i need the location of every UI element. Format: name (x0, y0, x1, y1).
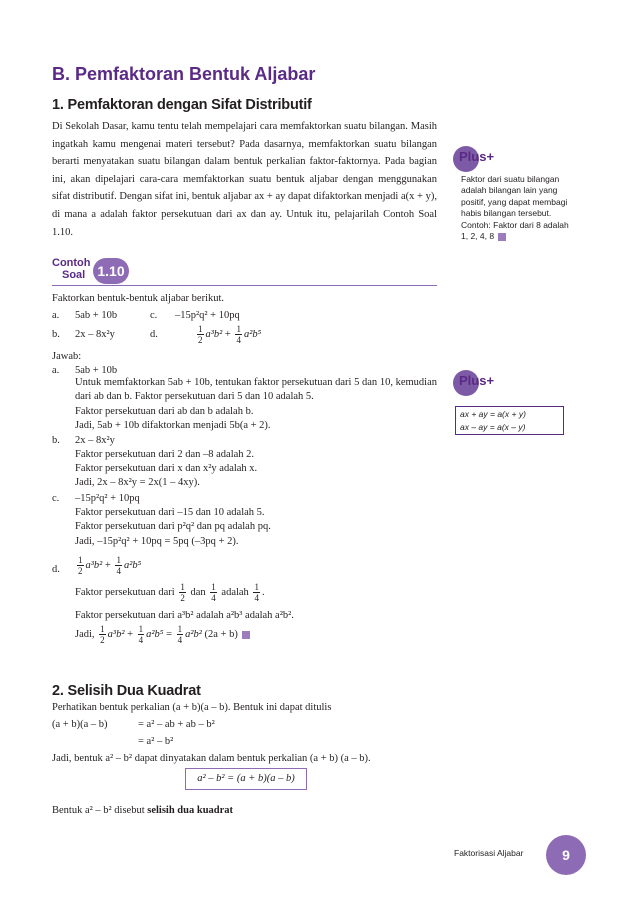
answer-a-line2: Faktor persekutuan dari ab dan b adalah b. (75, 406, 254, 417)
answer-c-line2: Faktor persekutuan dari p²q² dan pq adalah pq. (75, 521, 271, 532)
intro-paragraph: Di Sekolah Dasar, kamu tentu telah mempelajari cara memfaktorkan suatu bilangan. Masih ingatkah kamu mengenai materi tersebut? Pada dasarnya, memfaktorkan suatu bilangan berarti menyatakan suatu bilangan dalam bentuk perkalian faktor-faktornya. Pada bagian ini, akan dipelajari cara-cara memfaktorkan suatu bentuk aljabar dengan menggunakan sifat distributif. Dengan sifat ini, bentuk aljabar ax + ay dapat difaktorkan menjadi a(x + y), di mana a adalah faktor persekutuan dari ax dan ay. Untuk itu, pelajarilah Contoh Soal 1.10. (52, 121, 437, 238)
contoh-word: Contoh (52, 257, 91, 269)
plus-note-1-text: Faktor dari suatu bilangan adalah bilangan lain yang positif, yang dapat membagi habis bilangan tersebut. Contoh: Faktor dari 8 adalah 1, 2, 4, 8 (461, 174, 569, 242)
problem-intro: Faktorkan bentuk-bentuk aljabar berikut. (52, 293, 225, 304)
fraction-half: $\frac{1}{2}$ (78, 555, 83, 577)
problem-d-label: d. (150, 329, 158, 340)
plus-formula-1: ax + ay = a(x + y) (460, 409, 526, 419)
answer-d-expr: $\frac{1}{2}$ a³b² + $\frac{1}{4}$ a²b⁵ (78, 555, 142, 577)
answer-a-line1: Untuk memfaktorkan 5ab + 10b, tentukan faktor persekutuan dari 5 dan 10, kemudian dari ab dan b. Faktor persekutuan dari 5 dan 10 adalah 5. (75, 377, 437, 403)
answer-b-expr: 2x – 8x²y (75, 435, 115, 446)
problem-a-expr: 5ab + 10b (75, 310, 118, 321)
answer-a-label: a. (52, 365, 60, 376)
answer-a-line3: Jadi, 5ab + 10b difaktorkan menjadi 5b(a + 2). (75, 420, 271, 431)
answer-c-line1: Faktor persekutuan dari –15 dan 10 adalah 5. (75, 507, 265, 518)
fraction-quarter: $\frac{1}{4}$ (254, 582, 259, 604)
sub2-line5: Bentuk a² – b² disebut selisih dua kuadrat (52, 805, 234, 816)
answer-c-expr: –15p²q² + 10pq (75, 493, 140, 504)
plus-note-1 (461, 174, 576, 242)
sub2-line2a: (a + b)(a – b) (52, 719, 108, 730)
divider (52, 285, 437, 286)
problem-b-expr: 2x – 8x²y (75, 329, 115, 340)
fraction-quarter: $\frac{1}{4}$ (211, 582, 216, 604)
answer-b-line2: Faktor persekutuan dari x dan x²y adalah x. (75, 463, 258, 474)
problem-c-label: c. (150, 310, 158, 321)
formula-box: a² – b² = (a + b)(a – b) (185, 768, 307, 790)
fraction-half: $\frac{1}{2}$ (100, 624, 105, 646)
answer-a-expr: 5ab + 10b (75, 365, 118, 376)
problem-b-label: b. (52, 329, 60, 340)
plus-badge-2: Plus+ (459, 373, 495, 388)
end-square-icon (242, 631, 250, 639)
jawab-label: Jawab: (52, 351, 82, 362)
answer-b-label: b. (52, 435, 60, 446)
plus-formula-box (455, 406, 564, 435)
problem-d-expr: $\frac{1}{2}$ a³b² + $\frac{1}{4}$ a²b⁵ (198, 324, 262, 346)
fraction-quarter: $\frac{1}{4}$ (236, 324, 241, 346)
footer-chapter: Faktorisasi Aljabar (454, 848, 524, 858)
plus-badge-1: Plus+ (459, 149, 495, 164)
subsection-title-2: 2. Selisih Dua Kuadrat (52, 683, 201, 699)
sub2-line3: = a² – b² (138, 736, 174, 747)
fraction-quarter: $\frac{1}{4}$ (138, 624, 144, 646)
fraction-quarter: $\frac{1}{4}$ (116, 555, 121, 577)
answer-c-line3: Jadi, –15p²q² + 10pq = 5pq (–3pq + 2). (75, 536, 239, 547)
fraction-half: $\frac{1}{2}$ (180, 582, 185, 604)
subsection-title-1: 1. Pemfaktoran dengan Sifat Distributif (52, 97, 312, 113)
sub2-line4: Jadi, bentuk a² – b² dapat dinyatakan dalam bentuk perkalian (a + b) (a – b). (52, 753, 371, 764)
page-number: 9 (546, 835, 586, 875)
answer-b-line1: Faktor persekutuan dari 2 dan –8 adalah 2. (75, 449, 255, 460)
plus-formula-2: ax – ay = a(x – y) (460, 422, 526, 432)
answer-d-line1: Faktor persekutuan dari $\frac{1}{2}$ dan $\frac{1}{4}$ adalah $\frac{1}{4}$ . (75, 582, 265, 604)
fraction-half: $\frac{1}{2}$ (198, 324, 203, 346)
problem-c-expr: –15p²q² + 10pq (175, 310, 240, 321)
answer-b-line3: Jadi, 2x – 8x²y = 2x(1 – 4xy). (75, 477, 200, 488)
answer-d-line3: Jadi, $\frac{1}{2}$ a³b² + $\frac{1}{4}$ a²b⁵ = $\frac{1}{4}$ a²b² (2a + b) (75, 622, 250, 648)
answer-d-line2: Faktor persekutuan dari a³b² adalah a²b³ adalah a²b². (75, 610, 294, 621)
problem-a-label: a. (52, 310, 60, 321)
sub2-line2b: = a² – ab + ab – b² (138, 719, 215, 730)
section-title: B. Pemfaktoran Bentuk Aljabar (52, 64, 316, 84)
answer-d-label: d. (52, 564, 60, 575)
fraction-quarter: $\frac{1}{4}$ (177, 624, 183, 646)
contoh-soal-number: 1.10 (93, 258, 129, 284)
end-square-icon (498, 233, 506, 241)
soal-word: Soal (62, 269, 86, 281)
contoh-soal-label (52, 257, 90, 281)
answer-c-label: c. (52, 493, 60, 504)
sub2-line1: Perhatikan bentuk perkalian (a + b)(a – b). Bentuk ini dapat ditulis (52, 702, 332, 713)
